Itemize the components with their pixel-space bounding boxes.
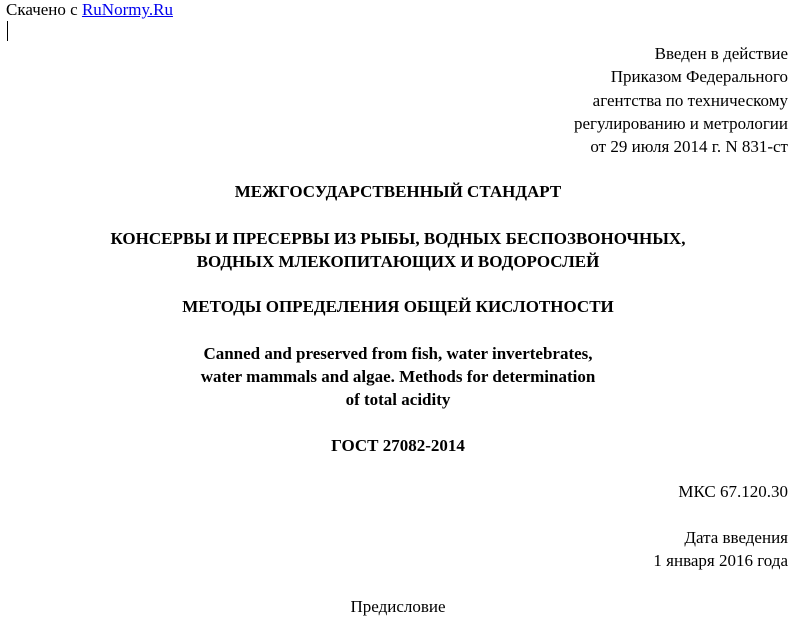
text-cursor — [7, 21, 8, 41]
intro-date-value: 1 января 2016 года — [653, 551, 788, 570]
title-en-line: water mammals and algae. Methods for determination — [200, 367, 596, 386]
mks-code: МКС 67.120.30 — [678, 482, 788, 501]
subtitle-ru: МЕТОДЫ ОПРЕДЕЛЕНИЯ ОБЩЕЙ КИСЛОТНОСТИ — [182, 297, 614, 316]
enactment-line: от 29 июля 2014 г. N 831-ст — [590, 137, 788, 156]
title-en-line: of total acidity — [345, 390, 451, 409]
enactment-line: агентства по техническому — [592, 91, 788, 110]
download-note — [6, 0, 173, 21]
document-heading: МЕЖГОСУДАРСТВЕННЫЙ СТАНДАРТ — [234, 182, 562, 201]
enactment-line: Введен в действие — [654, 44, 788, 63]
title-en-line: Canned and preserved from fish, water invertebrates, — [203, 344, 593, 363]
runormy-link[interactable]: RuNormy.Ru — [81, 0, 173, 19]
download-note-prefix: Скачено с — [6, 0, 82, 19]
title-ru-line: КОНСЕРВЫ И ПРЕСЕРВЫ ИЗ РЫБЫ, ВОДНЫХ БЕСПОЗВОНОЧНЫХ, — [110, 229, 686, 248]
intro-date-label: Дата введения — [684, 528, 788, 547]
foreword-heading: Предисловие — [350, 597, 446, 616]
enactment-line: регулированию и метрологии — [573, 114, 788, 133]
standard-number: ГОСТ 27082-2014 — [331, 436, 465, 455]
enactment-line: Приказом Федерального — [610, 67, 788, 86]
title-ru-line: ВОДНЫХ МЛЕКОПИТАЮЩИХ И ВОДОРОСЛЕЙ — [196, 252, 600, 271]
